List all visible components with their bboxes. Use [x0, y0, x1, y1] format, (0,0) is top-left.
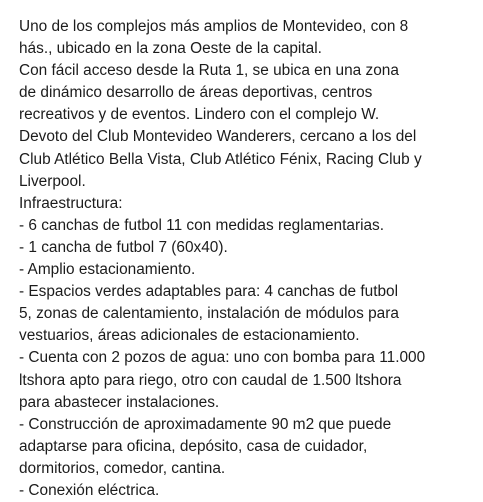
list-item-continuation: para abastecer instalaciones. — [19, 393, 220, 411]
list-item-continuation: vestuarios, áreas adicionales de estacionamiento. — [19, 327, 360, 345]
list-item-continuation: 5, zonas de calentamiento, instalación de módulos para — [19, 305, 399, 323]
list-item-continuation: adaptarse para oficina, depósito, casa de cuidador, — [19, 437, 368, 455]
listing-description — [19, 16, 479, 502]
list-item: - 6 canchas de futbol 11 con medidas reglamentarias. — [19, 216, 385, 234]
text-line: recreativos y de eventos. Lindero con el complejo W. — [19, 106, 380, 124]
list-item-continuation: ltshora apto para riego, otro con caudal de 1.500 ltshora — [19, 371, 402, 389]
text-line: de dinámico desarrollo de áreas deportivas, centros — [19, 84, 373, 102]
text-line: Devoto del Club Montevideo Wanderers, cercano a los del — [19, 128, 417, 146]
text-line: Uno de los complejos más amplios de Montevideo, con 8 — [19, 18, 409, 35]
list-item: - Conexión eléctrica. — [19, 481, 160, 499]
list-item: - 1 cancha de futbol 7 (60x40). — [19, 238, 228, 256]
text-line: Liverpool. — [19, 172, 86, 190]
section-heading-infraestructura: Infraestructura: — [19, 194, 123, 212]
list-item: - Espacios verdes adaptables para: 4 canchas de futbol — [19, 283, 399, 301]
list-item: - Construcción de aproximadamente 90 m2 que puede — [19, 415, 392, 433]
list-item: - Cuenta con 2 pozos de agua: uno con bomba para 11.000 — [19, 349, 426, 367]
text-line: Club Atlético Bella Vista, Club Atlético Fénix, Racing Club y — [19, 150, 422, 168]
list-item-continuation: dormitorios, comedor, cantina. — [19, 459, 226, 477]
text-line: Con fácil acceso desde la Ruta 1, se ubica en una zona — [19, 62, 399, 80]
text-line: hás., ubicado en la zona Oeste de la capital. — [19, 40, 322, 58]
list-item: - Amplio estacionamiento. — [19, 261, 196, 279]
